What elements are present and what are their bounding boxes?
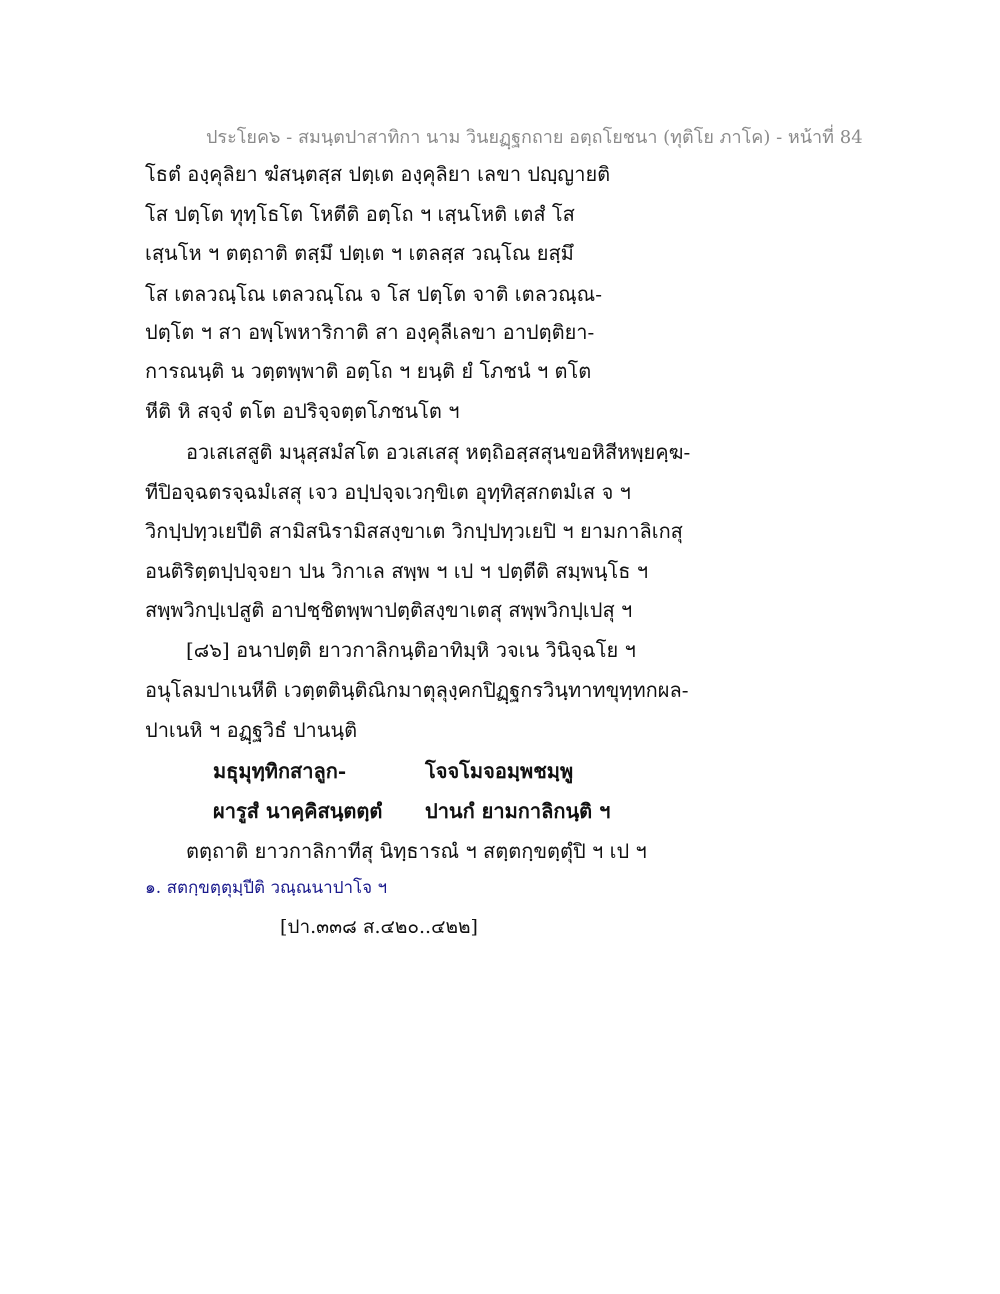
verse-line-1b: โจจโมจอมฺพชมฺพู: [425, 759, 574, 783]
footnote: ๑. สตกฺขตฺตุมฺปีติ วณฺณนาปาโจ ฯ: [145, 878, 388, 898]
body-line: วิกปฺปทฺวเยปีติ สามิสนิรามิสสงฺขาเต วิกปฺปทฺวเยปิ ฯ ยามกาลิเกสุ: [145, 519, 683, 543]
verse-line-2a: ผารูสํ นาคฺคิสนฺตตฺตํ: [213, 799, 383, 823]
closing-line: ตตฺถาติ ยาวกาลิกาทีสุ นิทฺธารณํ ฯ สตฺตกฺขตฺตุํปิ ฯ เป ฯ: [186, 839, 647, 863]
body-line: ปาเนหิ ฯ อฏฺฐวิธํ ปานนฺติ: [145, 718, 358, 742]
page-header: ประโยค๖ - สมนฺตปาสาทิกา นาม วินยฏฺฐกถาย อตฺถโยชนา (ทุติโย ภาโค) - หน้าที่ 84: [206, 127, 863, 148]
page-reference: [ปา.๓๓๘ ส.๔๒๐..๔๒๒]: [280, 916, 478, 938]
body-line: [๘๖] อนาปตฺติ ยาวกาลิกนฺติอาทิมฺหิ วจเน วินิจฺฉโย ฯ: [186, 638, 636, 662]
body-line: ทีปิอจฺฉตรจฺฉมํเสสุ เจว อปฺปจฺจเวกฺขิเต อุทฺทิสฺสกตมํเส จ ฯ: [145, 480, 631, 504]
body-line: โส เตลวณฺโณ เตลวณฺโณ จ โส ปตฺโต จาติ เตลวณฺณ-: [145, 282, 602, 306]
body-line: เสฺนโห ฯ ตตฺถาติ ตสฺมึ ปตฺเต ฯ เตลสฺส วณฺโณ ยสฺมึ: [145, 241, 574, 265]
verse-line-1a: มธุมุทฺทิกสาลูก-: [213, 759, 347, 783]
body-line: อนุโลมปาเนหีติ เวตฺตตินฺติณิกมาตุลุงฺคกปิฏฺฐกรวินฺทาทขุทฺทกผล-: [145, 678, 689, 702]
body-line: การณนฺติ น วตฺตพฺพาติ อตฺโถ ฯ ยนฺติ ยํ โภชนํ ฯ ตโต: [145, 359, 592, 383]
body-line: โส ปตฺโต ทุทฺโธโต โหตีติ อตฺโถ ฯ เสฺนโหติ เตสํ โส: [145, 202, 575, 226]
body-line: หีติ หิ สจฺจํ ตโต อปริจฺจตฺตโภชนโต ฯ: [145, 399, 460, 423]
body-line: โธตํ องฺคุลิยา ฆํสนฺตสฺส ปตฺเต องฺคุลิยา เลขา ปญฺญายติ: [145, 162, 611, 186]
body-line: สพฺพวิกปฺเปสูติ อาปชฺชิตพฺพาปตฺติสงฺขาเตสุ สพฺพวิกปฺเปสุ ฯ: [145, 598, 633, 622]
verse-line-2b: ปานกํ ยามกาลิกนฺติ ฯ: [425, 799, 611, 823]
body-line: ปตฺโต ฯ สา อพฺโพหาริกาติ สา องฺคุลีเลขา อาปตฺติยา-: [145, 320, 595, 344]
body-line: อนติริตฺตปฺปจฺจยา ปน วิกาเล สพฺพ ฯ เป ฯ ปตฺตีติ สมฺพนฺโธ ฯ: [145, 559, 649, 583]
body-line: อวเสเสสูติ มนุสฺสมํสโต อวเสเสสุ หตฺถิอสฺสสุนขอหิสีหพฺยคฺฆ-: [186, 440, 691, 464]
